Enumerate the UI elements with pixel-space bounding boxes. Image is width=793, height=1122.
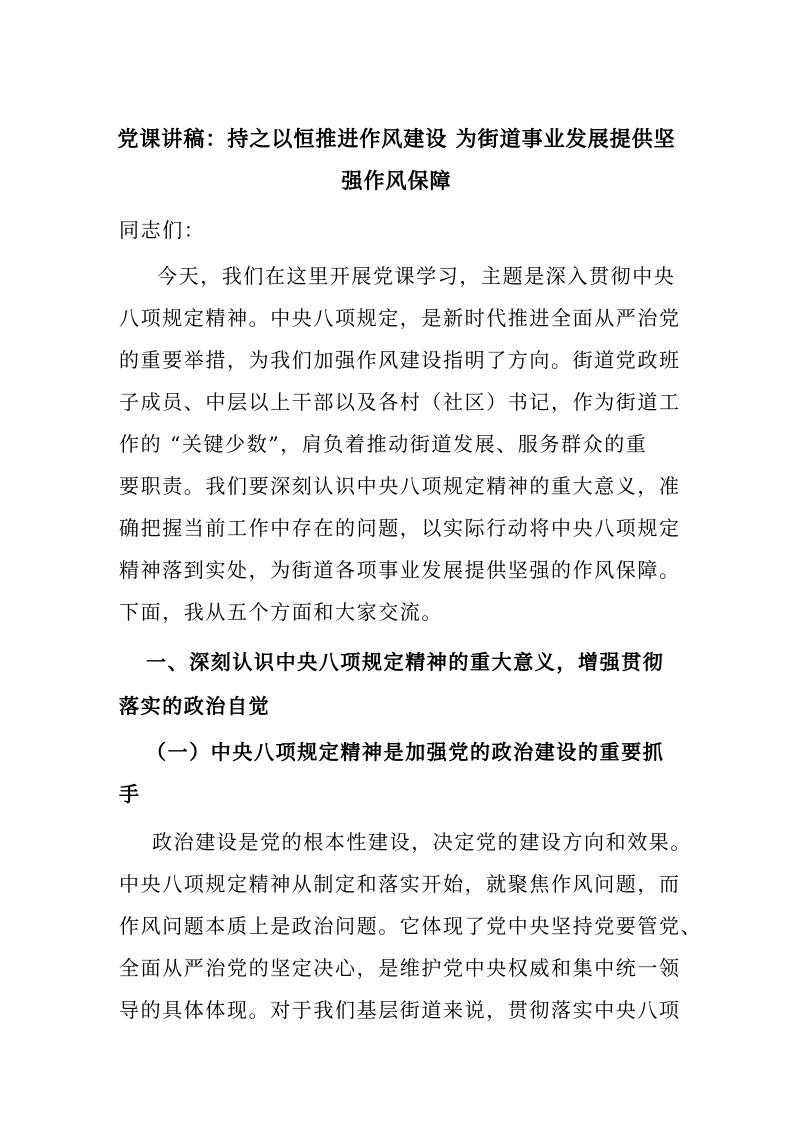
paragraph-1-line-7: 确把握当前工作中存在的问题，以实际行动将中央八项规定 — [119, 516, 681, 540]
paragraph-2-line-3: 作风问题本质上是政治问题。它体现了党中央坚持党要管党、 — [119, 914, 703, 938]
paragraph-1-line-8: 精神落到实处，为街道各项事业发展提供坚强的作风保障。 — [119, 558, 681, 582]
paragraph-1-line-3: 的重要举措，为我们加强作风建设指明了方向。街道党政班 — [119, 348, 681, 372]
salutation: 同志们： — [119, 218, 206, 242]
paragraph-1-line-9: 下面，我从五个方面和大家交流。 — [119, 600, 443, 624]
document-title-line-1: 党课讲稿：持之以恒推进作风建设 为街道事业发展提供坚 — [117, 126, 676, 151]
paragraph-1-line-4: 子成员、中层以上干部以及各村（社区）书记，作为街道工 — [119, 390, 681, 414]
heading-1-line-1: 一、深刻认识中央八项规定精神的重大意义，增强贯彻 — [146, 650, 665, 674]
paragraph-2-line-4: 全面从严治党的坚定决心，是维护党中央权威和集中统一领 — [119, 956, 681, 980]
paragraph-1-line-1: 今天，我们在这里开展党课学习，主题是深入贯彻中央 — [157, 264, 676, 288]
paragraph-2-line-5: 导的具体体现。对于我们基层街道来说，贯彻落实中央八项 — [119, 998, 681, 1022]
paragraph-2-line-1: 政治建设是党的根本性建设，决定党的建设方向和效果。 — [152, 830, 692, 854]
paragraph-1-line-5: 作的 “关键少数”，肩负着推动街道发展、服务群众的重 — [119, 432, 648, 456]
subheading-1-line-1: （一）中央八项规定精神是加强党的政治建设的重要抓 — [146, 740, 665, 764]
paragraph-1-line-6: 要职责。我们要深刻认识中央八项规定精神的重大意义，准 — [119, 474, 681, 498]
paragraph-1-line-2: 八项规定精神。中央八项规定，是新时代推进全面从严治党 — [119, 306, 681, 330]
paragraph-2-line-2: 中央八项规定精神从制定和落实开始，就聚焦作风问题，而 — [119, 872, 681, 896]
heading-1-line-2: 落实的政治自觉 — [119, 694, 271, 718]
subheading-1-line-2: 手 — [119, 782, 141, 806]
document-title-line-2: 强作风保障 — [341, 168, 452, 193]
